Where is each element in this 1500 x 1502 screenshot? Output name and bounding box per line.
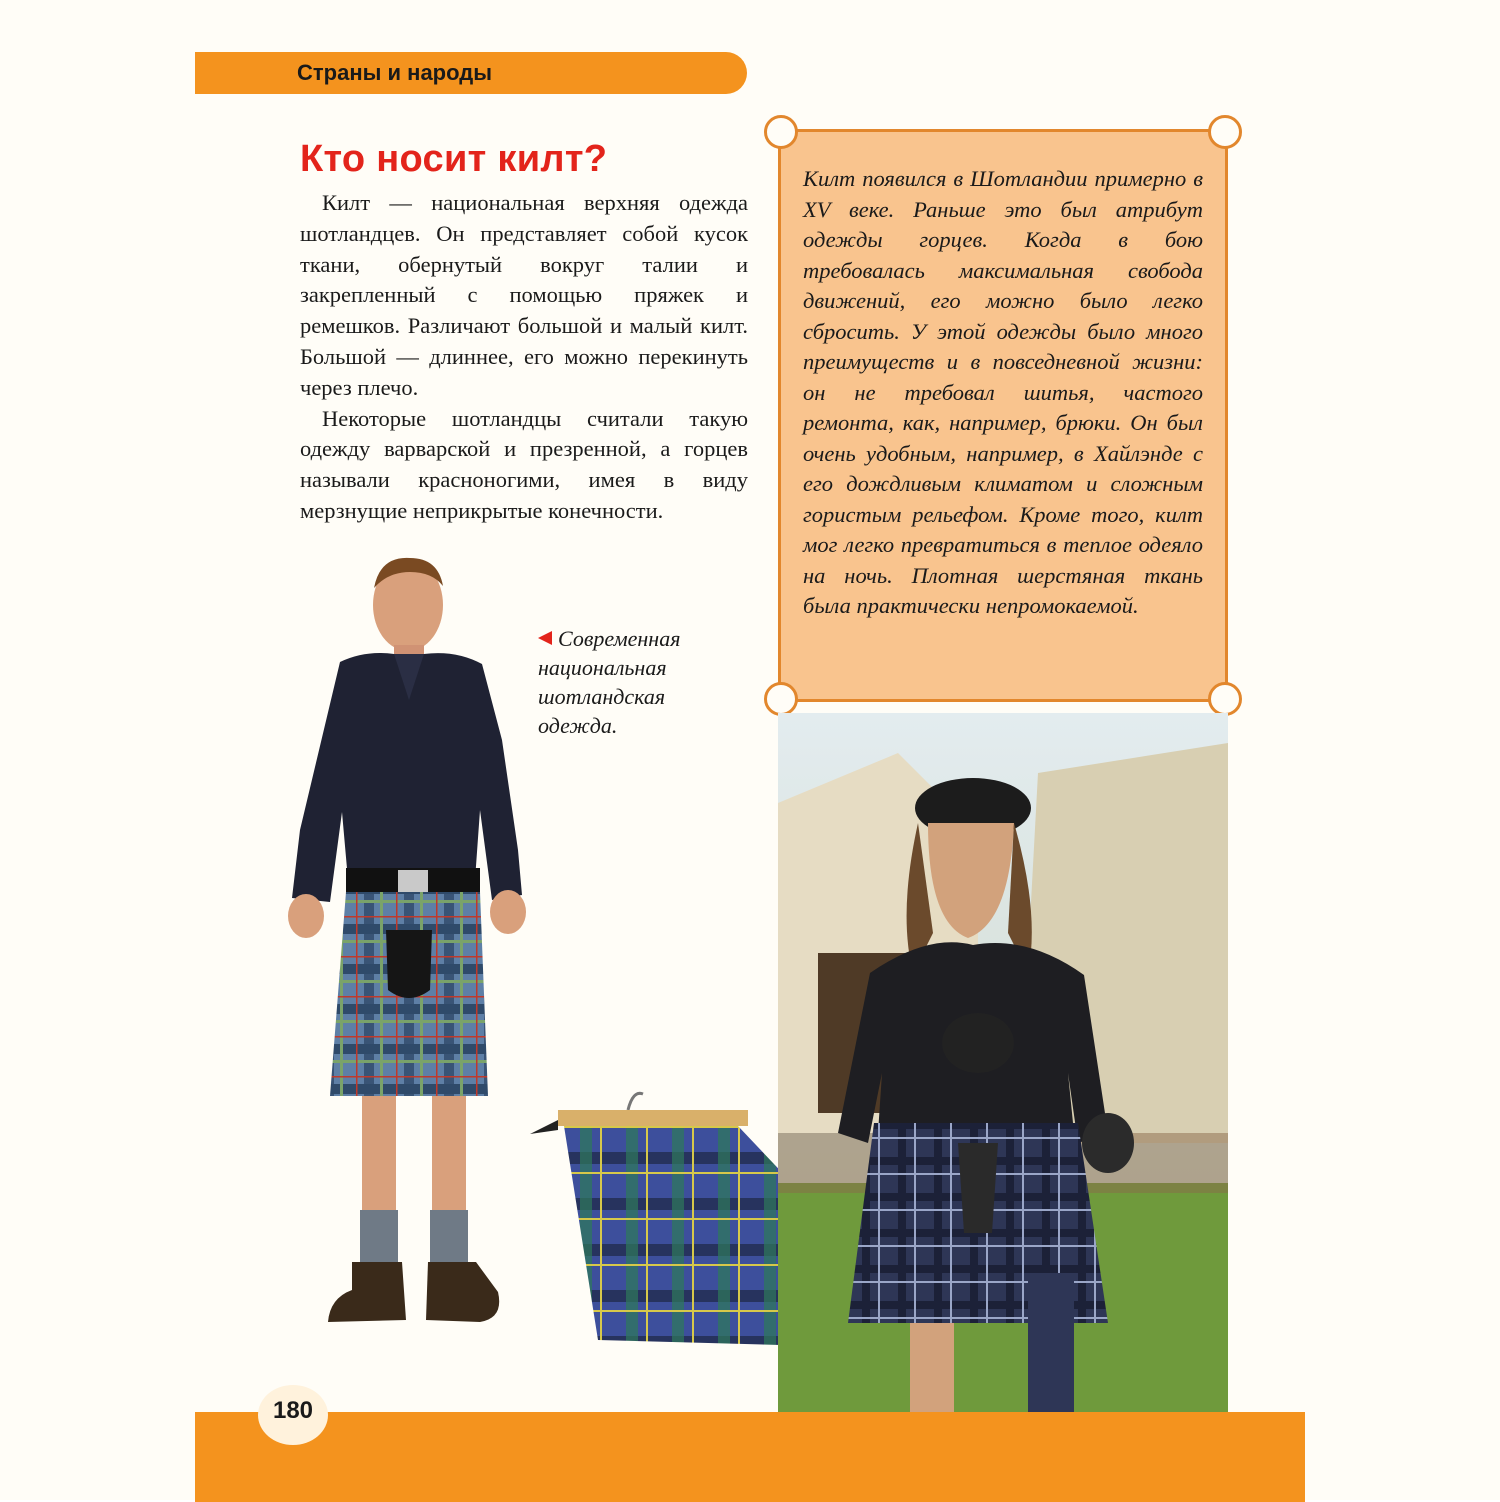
- article-title: Кто носит килт?: [300, 138, 608, 180]
- article-body: [300, 188, 748, 527]
- fact-callout-box: [778, 129, 1228, 702]
- page-number: 180: [272, 1397, 314, 1424]
- photo-modern-kilt-man: [270, 550, 530, 1340]
- photo-historic-highlander: [778, 713, 1228, 1413]
- caption-arrow-icon: [538, 631, 552, 645]
- article-paragraph-1: Килт — национальная верхняя одежда шотландцев. Он представляет собой кусок ткани, обернутый вокруг талии и закрепленный с помощью пряжек и ремешков. Различают большой и малый килт. Большой — длиннее, его можно перекинуть через плечо.: [300, 190, 748, 400]
- caption-text: Современная национальная шотландская одежда.: [538, 626, 681, 738]
- section-title: Страны и народы: [297, 60, 493, 85]
- footer-bar: [195, 1412, 1305, 1502]
- article-paragraph-2: Некоторые шотландцы считали такую одежду варварской и презренной, а горцев называли красноногими, имея в виду мерзнущие неприкрытые конечности.: [300, 405, 748, 523]
- callout-text: Килт появился в Шотландии примерно в XV веке. Раньше это был атрибут одежды горцев. Когда в бою требовалась максимальная свобода движений, его можно было легко сбросить. У этой одежды было много преимуществ и в повседневной жизни: он не требовал шитья, частого ремонта, как, например, брюки. Он был очень удобным, например, в Хайлэнде с его дождливым климатом и сложным гористым рельефом. Кроме того, килт мог легко превратиться в теплое одеяло на ночь. Плотная шерстяная ткань была практически непромокаемой.: [803, 166, 1203, 618]
- section-header-tab: [195, 52, 747, 94]
- photo-caption: [538, 624, 728, 740]
